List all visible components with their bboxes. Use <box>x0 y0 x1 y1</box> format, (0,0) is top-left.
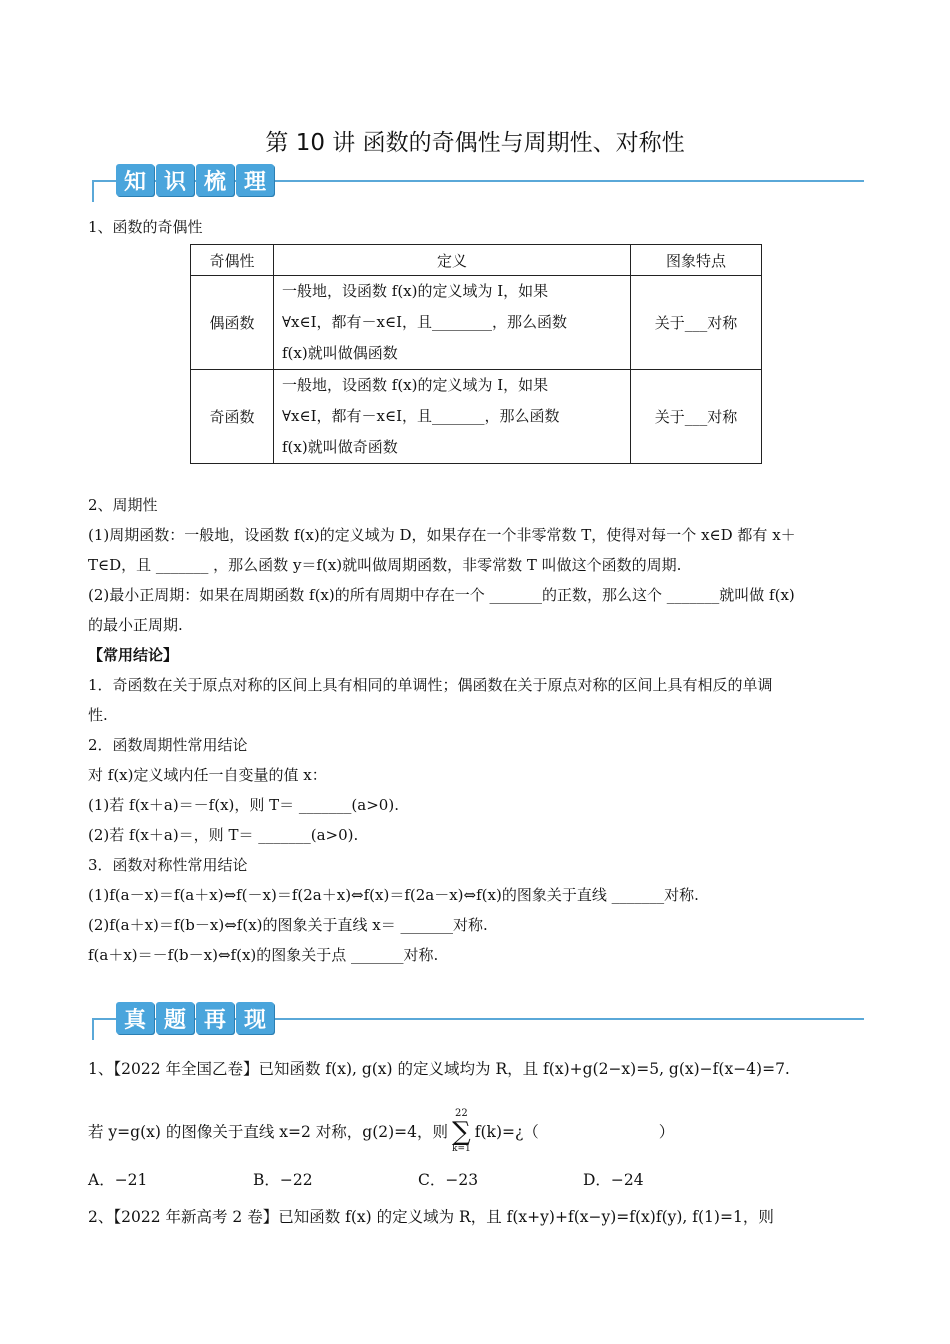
option-c: C．−23 <box>418 1171 479 1189</box>
conclusions-heading: 【常用结论】 <box>88 646 179 664</box>
conclusion-text: (2)若 f(x＋a)＝，则 T＝ _______(a>0). <box>88 826 359 844</box>
table-header-row <box>191 245 762 276</box>
question-1-options <box>88 1168 868 1190</box>
banner-tab: 现 <box>236 1002 274 1034</box>
period-section <box>88 490 868 640</box>
definition-line: 一般地，设函数 f(x)的定义域为 I，如果 <box>282 282 549 300</box>
conclusions-section <box>88 640 868 970</box>
definition-line: f(x)就叫做偶函数 <box>282 344 398 362</box>
banner-tab: 再 <box>196 1002 234 1034</box>
question-1-line-1: 1、【2022 年全国乙卷】已知函数 f(x), g(x) 的定义域均为 R，且 f(x)+g(2−x)=5, g(x)−f(x−4)=7. <box>88 1060 790 1078</box>
definition-line: f(x)就叫做奇函数 <box>282 438 398 456</box>
parity-heading: 1、函数的奇偶性 <box>88 218 203 236</box>
summation <box>452 1109 471 1154</box>
row-definition <box>274 370 631 464</box>
definition-line: ∀x∈I，都有－x∈I，且_______，那么函数 <box>282 407 560 425</box>
row-name: 奇函数 <box>191 370 274 464</box>
header-cell: 图象特点 <box>631 245 762 276</box>
sum-upper: 22 <box>455 1107 468 1119</box>
conclusion-text: f(a＋x)＝－f(b－x)⇔f(x)的图象关于点 _______对称. <box>88 946 439 964</box>
option-b: B．−22 <box>253 1171 313 1189</box>
question-2-line-1: 2、【2022 年新高考 2 卷】已知函数 f(x) 的定义域为 R，且 f(x+y)+f(x−y)=f(x)f(y), f(1)=1，则 <box>88 1208 774 1226</box>
question-1-text: 若 y=g(x) 的图像关于直线 x=2 对称，g(2)=4，则 <box>88 1123 449 1141</box>
conclusion-text: 对 f(x)定义域内任一自变量的值 x： <box>88 766 327 784</box>
conclusion-text: (2)f(a＋x)＝f(b－x)⇔f(x)的图象关于直线 x＝ _______对称. <box>88 916 488 934</box>
page-title: 第 10 讲 函数的奇偶性与周期性、对称性 <box>265 130 685 156</box>
header-cell: 定义 <box>274 245 631 276</box>
conclusion-text: (1)若 f(x＋a)＝－f(x)，则 T＝ _______(a>0). <box>88 796 399 814</box>
question-1-text: f(k)=¿（ <box>474 1123 539 1141</box>
banner-tab: 题 <box>156 1002 194 1034</box>
option-a: A．−21 <box>88 1171 148 1189</box>
option-d: D．−24 <box>583 1171 644 1189</box>
section-banner-knowledge <box>0 162 864 202</box>
definition-line: 一般地，设函数 f(x)的定义域为 I，如果 <box>282 376 549 394</box>
definition-line: ∀x∈I，都有－x∈I，且________，那么函数 <box>282 313 568 331</box>
banner-tab: 识 <box>156 164 194 196</box>
table-row <box>191 370 762 464</box>
row-name: 偶函数 <box>191 276 274 370</box>
question-1-paren: ） <box>658 1123 675 1141</box>
sum-lower: k=1 <box>452 1143 471 1154</box>
conclusion-text: 1．奇函数在关于原点对称的区间上具有相同的单调性；偶函数在关于原点对称的区间上具有相反的单调 <box>88 676 773 694</box>
row-feature: 关于___对称 <box>631 276 762 370</box>
row-feature: 关于___对称 <box>631 370 762 464</box>
table-row <box>191 276 762 370</box>
banner-tab: 梳 <box>196 164 234 196</box>
section-banner-real-exams <box>0 1000 864 1040</box>
banner-tab: 真 <box>116 1002 154 1034</box>
conclusion-text: (1)f(a－x)＝f(a＋x)⇔f(－x)＝f(2a＋x)⇔f(x)＝f(2a－x)⇔f(x)的图象关于直线 _______对称. <box>88 886 699 904</box>
period-text: 的最小正周期. <box>88 616 183 634</box>
conclusion-text: 2．函数周期性常用结论 <box>88 736 248 754</box>
row-definition <box>274 276 631 370</box>
period-text: (2)最小正周期：如果在周期函数 f(x)的所有周期中存在一个 _______的正数，那么这个 _______就叫做 f(x) <box>88 586 795 604</box>
question-1-line-2 <box>88 1108 868 1154</box>
parity-table <box>190 244 762 464</box>
conclusion-text: 3．函数对称性常用结论 <box>88 856 248 874</box>
banner-tab: 理 <box>236 164 274 196</box>
conclusion-text: 性. <box>88 706 108 724</box>
header-cell: 奇偶性 <box>191 245 274 276</box>
period-text: (1)周期函数：一般地，设函数 f(x)的定义域为 D，如果存在一个非零常数 T，使得对每一个 x∈D 都有 x＋ <box>88 526 796 544</box>
sigma-icon: ∑ <box>452 1116 471 1147</box>
banner-tab: 知 <box>116 164 154 196</box>
period-heading: 2、周期性 <box>88 496 158 514</box>
period-text: T∈D，且 _______ ，那么函数 y＝f(x)就叫做周期函数，非零常数 T 叫做这个函数的周期. <box>88 556 682 574</box>
